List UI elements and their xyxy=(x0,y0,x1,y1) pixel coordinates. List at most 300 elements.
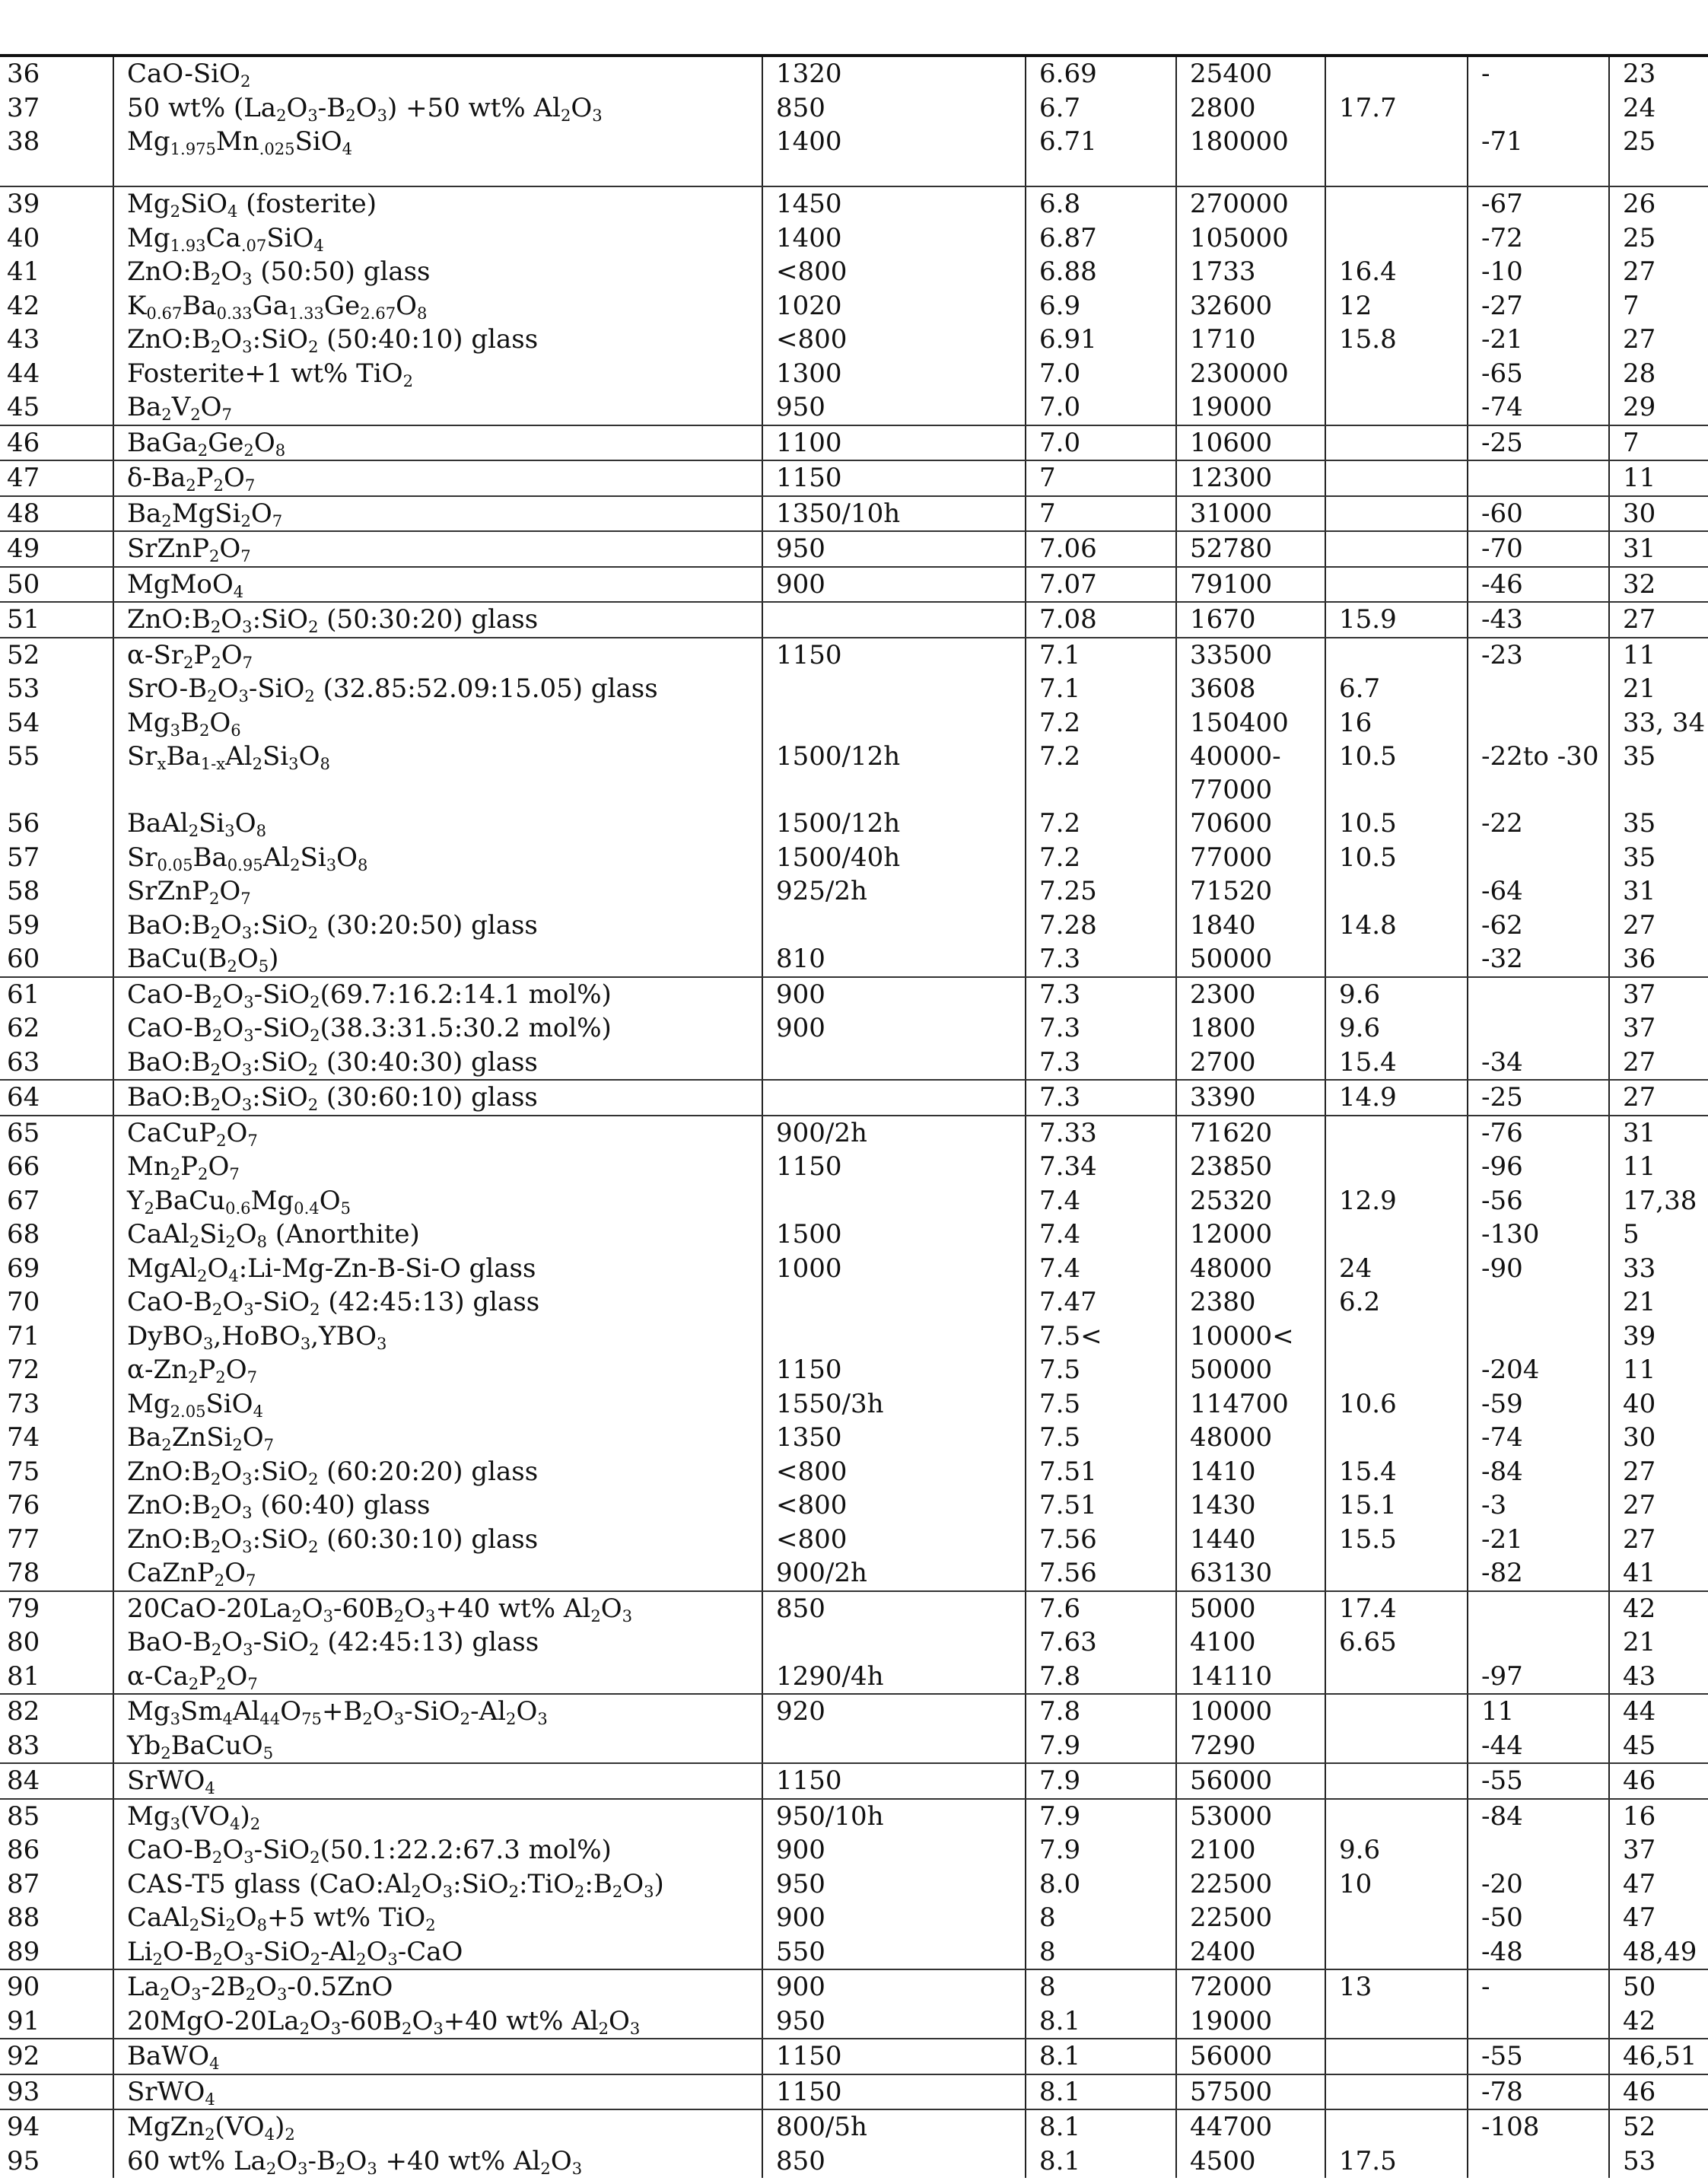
cell-permittivity: 7.0 xyxy=(1026,425,1176,461)
cell-quality-factor: 2400 xyxy=(1176,1935,1325,1970)
cell-number: 86 xyxy=(0,1833,113,1867)
cell-permittivity: 7.63 xyxy=(1026,1625,1176,1660)
cell-reference: 53 xyxy=(1609,2144,1708,2179)
cell-material: $\delta-Ba_2P_2O_7$ xyxy=(113,460,762,496)
cell-reference: 42 xyxy=(1609,2004,1708,2039)
cell-thermal-expansion: 10.5 xyxy=(1325,841,1468,875)
cell-temperature-coefficient xyxy=(1468,91,1609,126)
cell-thermal-expansion xyxy=(1325,221,1468,256)
cell-number: 59 xyxy=(0,909,113,943)
cell-number: 43 xyxy=(0,323,113,357)
cell-thermal-expansion: 6.2 xyxy=(1325,1285,1468,1320)
cell-sintering-temperature: 1320 xyxy=(762,56,1026,91)
cell-quality-factor: 25400 xyxy=(1176,56,1325,91)
cell-permittivity: 6.71 xyxy=(1026,125,1176,186)
cell-permittivity: 7.0 xyxy=(1026,357,1176,391)
cell-material: $Mg_2SiO_4$ (fosterite) xyxy=(113,186,762,221)
table-row xyxy=(0,1387,1708,1422)
table-row xyxy=(0,425,1708,461)
cell-reference: 35 xyxy=(1609,807,1708,841)
cell-temperature-coefficient xyxy=(1468,1591,1609,1626)
cell-thermal-expansion: 17.4 xyxy=(1325,1591,1468,1626)
cell-reference: 27 xyxy=(1609,1523,1708,1557)
cell-quality-factor: 180000 xyxy=(1176,125,1325,186)
cell-reference: 29 xyxy=(1609,390,1708,425)
cell-number: 85 xyxy=(0,1799,113,1834)
cell-sintering-temperature xyxy=(762,1080,1026,1116)
cell-temperature-coefficient: - xyxy=(1468,56,1609,91)
cell-reference: 21 xyxy=(1609,1285,1708,1320)
cell-thermal-expansion xyxy=(1325,1556,1468,1591)
cell-reference: 30 xyxy=(1609,1421,1708,1455)
cell-reference: 42 xyxy=(1609,1591,1708,1626)
cell-number: 39 xyxy=(0,186,113,221)
cell-sintering-temperature: 950 xyxy=(762,1867,1026,1902)
cell-number: 47 xyxy=(0,460,113,496)
cell-permittivity: 7.3 xyxy=(1026,977,1176,1012)
table-row xyxy=(0,1763,1708,1799)
cell-quality-factor: 4100 xyxy=(1176,1625,1325,1660)
cell-quality-factor: 14110 xyxy=(1176,1660,1325,1695)
cell-reference: 41 xyxy=(1609,1556,1708,1591)
cell-temperature-coefficient: -78 xyxy=(1468,2074,1609,2110)
cell-number: 38 xyxy=(0,125,113,186)
cell-reference: 36 xyxy=(1609,942,1708,977)
cell-sintering-temperature: <800 xyxy=(762,1488,1026,1523)
cell-number: 93 xyxy=(0,2074,113,2110)
cell-material: SrO-$B_2O_3-SiO_2$ (32.85:52.09:15.05) glass xyxy=(113,672,762,706)
cell-sintering-temperature: 950 xyxy=(762,390,1026,425)
cell-permittivity: 7.9 xyxy=(1026,1799,1176,1834)
cell-temperature-coefficient: -71 xyxy=(1468,125,1609,186)
cell-reference: 27 xyxy=(1609,909,1708,943)
cell-sintering-temperature: 1020 xyxy=(762,289,1026,323)
cell-reference: 5 xyxy=(1609,1218,1708,1252)
cell-quality-factor: 56000 xyxy=(1176,2039,1325,2074)
cell-permittivity: 7.2 xyxy=(1026,706,1176,740)
table-body xyxy=(0,56,1708,2178)
cell-number: 52 xyxy=(0,638,113,673)
cell-number: 89 xyxy=(0,1935,113,1970)
cell-quality-factor: 25320 xyxy=(1176,1184,1325,1218)
cell-temperature-coefficient: -74 xyxy=(1468,390,1609,425)
cell-permittivity: 7.6 xyxy=(1026,1591,1176,1626)
cell-quality-factor: 19000 xyxy=(1176,390,1325,425)
cell-sintering-temperature: 900 xyxy=(762,1833,1026,1867)
cell-permittivity: 7.3 xyxy=(1026,1011,1176,1046)
cell-temperature-coefficient xyxy=(1468,672,1609,706)
cell-sintering-temperature: 1150 xyxy=(762,460,1026,496)
cell-thermal-expansion: 15.4 xyxy=(1325,1455,1468,1489)
cell-reference: 28 xyxy=(1609,357,1708,391)
cell-permittivity: 6.9 xyxy=(1026,289,1176,323)
cell-number: 54 xyxy=(0,706,113,740)
cell-number: 67 xyxy=(0,1184,113,1218)
cell-temperature-coefficient: -43 xyxy=(1468,602,1609,638)
cell-reference: 46,51 xyxy=(1609,2039,1708,2074)
cell-permittivity: 7 xyxy=(1026,460,1176,496)
cell-number: 44 xyxy=(0,357,113,391)
cell-permittivity: 6.91 xyxy=(1026,323,1176,357)
cell-permittivity: 6.8 xyxy=(1026,186,1176,221)
cell-permittivity: 7.5 xyxy=(1026,1421,1176,1455)
cell-permittivity: 7.5 xyxy=(1026,1387,1176,1422)
cell-thermal-expansion xyxy=(1325,1421,1468,1455)
cell-thermal-expansion: 12.9 xyxy=(1325,1184,1468,1218)
cell-material: CAS-T5 glass $(CaO:Al_2O_3:SiO_2:TiO_2:B_2O_3)$ xyxy=(113,1867,762,1902)
cell-number: 37 xyxy=(0,91,113,126)
cell-sintering-temperature: 900 xyxy=(762,567,1026,603)
cell-quality-factor: 53000 xyxy=(1176,1799,1325,1834)
cell-number: 56 xyxy=(0,807,113,841)
table-row xyxy=(0,1591,1708,1626)
cell-reference: 37 xyxy=(1609,1833,1708,1867)
cell-quality-factor: 31000 xyxy=(1176,496,1325,532)
table-row xyxy=(0,357,1708,391)
cell-number: 46 xyxy=(0,425,113,461)
cell-sintering-temperature: 1350/10h xyxy=(762,496,1026,532)
cell-reference: 44 xyxy=(1609,1694,1708,1729)
cell-number: 82 xyxy=(0,1694,113,1729)
cell-temperature-coefficient: -25 xyxy=(1468,425,1609,461)
cell-permittivity: 7.3 xyxy=(1026,1046,1176,1081)
cell-reference: 21 xyxy=(1609,1625,1708,1660)
cell-thermal-expansion xyxy=(1325,1799,1468,1834)
cell-sintering-temperature xyxy=(762,1729,1026,1764)
cell-temperature-coefficient: -70 xyxy=(1468,531,1609,567)
table-row xyxy=(0,2109,1708,2144)
cell-permittivity: 7.06 xyxy=(1026,531,1176,567)
cell-material: $Ba_2ZnSi_2O_7$ xyxy=(113,1421,762,1455)
cell-temperature-coefficient xyxy=(1468,2004,1609,2039)
cell-material: $Mg_3B_2O_6$ xyxy=(113,706,762,740)
cell-thermal-expansion: 15.9 xyxy=(1325,602,1468,638)
table-row xyxy=(0,1011,1708,1046)
cell-sintering-temperature: 850 xyxy=(762,2144,1026,2179)
cell-reference: 7 xyxy=(1609,289,1708,323)
cell-sintering-temperature: 900/2h xyxy=(762,1116,1026,1151)
cell-material: $ZnO:B_2O_3:SiO_2$ (50:40:10) glass xyxy=(113,323,762,357)
cell-quality-factor: 50000 xyxy=(1176,942,1325,977)
cell-material: $BaCu(B_2O_5)$ xyxy=(113,942,762,977)
cell-temperature-coefficient: -130 xyxy=(1468,1218,1609,1252)
cell-number: 36 xyxy=(0,56,113,91)
cell-material: $\alpha-Sr_2P_2O_7$ xyxy=(113,638,762,673)
cell-reference: 11 xyxy=(1609,638,1708,673)
cell-temperature-coefficient: -65 xyxy=(1468,357,1609,391)
cell-material: $Sr_{0.05}Ba_{0.95}Al_2Si_3O_8$ xyxy=(113,841,762,875)
cell-sintering-temperature: 1150 xyxy=(762,2039,1026,2074)
cell-number: 73 xyxy=(0,1387,113,1422)
cell-material: $CaAl_2Si_2O_8+5$ wt% TiO$_2$ xyxy=(113,1901,762,1935)
cell-reference: 23 xyxy=(1609,56,1708,91)
cell-permittivity: 7.2 xyxy=(1026,740,1176,807)
cell-quality-factor: 1710 xyxy=(1176,323,1325,357)
cell-temperature-coefficient: -50 xyxy=(1468,1901,1609,1935)
table-row xyxy=(0,2144,1708,2179)
cell-reference: 37 xyxy=(1609,1011,1708,1046)
cell-material: $BaAl_2Si_3O_8$ xyxy=(113,807,762,841)
cell-thermal-expansion xyxy=(1325,1694,1468,1729)
cell-material: $MgAl_2O_4:Li-Mg-Zn-B-Si-O$ glass xyxy=(113,1252,762,1286)
cell-sintering-temperature: 920 xyxy=(762,1694,1026,1729)
cell-reference: 25 xyxy=(1609,125,1708,186)
cell-material: $Mg_3Sm_4Al_{44}O_{75}+B_2O_3-SiO_2-Al_2O_3$ xyxy=(113,1694,762,1729)
table-row xyxy=(0,91,1708,126)
cell-sintering-temperature: 1150 xyxy=(762,2074,1026,2110)
cell-sintering-temperature: 900 xyxy=(762,1969,1026,2004)
table-row xyxy=(0,186,1708,221)
table-row xyxy=(0,1799,1708,1834)
cell-number: 71 xyxy=(0,1320,113,1354)
cell-permittivity: 7.08 xyxy=(1026,602,1176,638)
cell-number: 49 xyxy=(0,531,113,567)
cell-thermal-expansion xyxy=(1325,1729,1468,1764)
cell-material: $ZnO:B_2O_3$ (50:50) glass xyxy=(113,255,762,289)
table-row xyxy=(0,460,1708,496)
cell-temperature-coefficient: -48 xyxy=(1468,1935,1609,1970)
cell-quality-factor: 230000 xyxy=(1176,357,1325,391)
cell-material: $CaZnP_2O_7$ xyxy=(113,1556,762,1591)
cell-reference: 35 xyxy=(1609,841,1708,875)
cell-quality-factor: 3608 xyxy=(1176,672,1325,706)
table-row xyxy=(0,125,1708,186)
cell-thermal-expansion xyxy=(1325,2074,1468,2110)
table-row xyxy=(0,1046,1708,1081)
cell-number: 72 xyxy=(0,1353,113,1387)
cell-permittivity: 7.1 xyxy=(1026,638,1176,673)
cell-quality-factor: 3390 xyxy=(1176,1080,1325,1116)
cell-permittivity: 7.9 xyxy=(1026,1833,1176,1867)
cell-thermal-expansion: 15.8 xyxy=(1325,323,1468,357)
cell-quality-factor: 150400 xyxy=(1176,706,1325,740)
cell-number: 65 xyxy=(0,1116,113,1151)
cell-thermal-expansion: 15.4 xyxy=(1325,1046,1468,1081)
table-row xyxy=(0,1556,1708,1591)
cell-material: $Mg_{1.975}Mn_{.025}SiO_4$ xyxy=(113,125,762,186)
cell-thermal-expansion: 16.4 xyxy=(1325,255,1468,289)
cell-quality-factor: 1410 xyxy=(1176,1455,1325,1489)
cell-thermal-expansion xyxy=(1325,186,1468,221)
cell-material: MgMoO$_4$ xyxy=(113,567,762,603)
cell-thermal-expansion xyxy=(1325,567,1468,603)
cell-sintering-temperature: 1400 xyxy=(762,125,1026,186)
cell-thermal-expansion: 14.8 xyxy=(1325,909,1468,943)
cell-material: $Mn_2P_2O_7$ xyxy=(113,1150,762,1184)
cell-thermal-expansion xyxy=(1325,390,1468,425)
cell-reference: 7 xyxy=(1609,425,1708,461)
cell-number: 55 xyxy=(0,740,113,807)
cell-number: 50 xyxy=(0,567,113,603)
cell-sintering-temperature: 1350 xyxy=(762,1421,1026,1455)
cell-reference: 27 xyxy=(1609,1488,1708,1523)
cell-number: 84 xyxy=(0,1763,113,1799)
cell-reference: 11 xyxy=(1609,1150,1708,1184)
cell-thermal-expansion xyxy=(1325,1935,1468,1970)
cell-thermal-expansion: 10.6 xyxy=(1325,1387,1468,1422)
cell-number: 42 xyxy=(0,289,113,323)
cell-temperature-coefficient: -55 xyxy=(1468,2039,1609,2074)
cell-permittivity: 7.34 xyxy=(1026,1150,1176,1184)
cell-sintering-temperature xyxy=(762,1184,1026,1218)
cell-material: $BaO:B_2O_3:SiO_2$ (30:20:50) glass xyxy=(113,909,762,943)
cell-quality-factor: 2800 xyxy=(1176,91,1325,126)
cell-number: 51 xyxy=(0,602,113,638)
cell-quality-factor: 2700 xyxy=(1176,1046,1325,1081)
table-row xyxy=(0,1455,1708,1489)
cell-thermal-expansion: 17.5 xyxy=(1325,2144,1468,2179)
cell-material: $CaAl_2Si_2O_8$ (Anorthite) xyxy=(113,1218,762,1252)
cell-material: $Ba_2MgSi_2O_7$ xyxy=(113,496,762,532)
table-row xyxy=(0,255,1708,289)
cell-thermal-expansion xyxy=(1325,460,1468,496)
cell-reference: 45 xyxy=(1609,1729,1708,1764)
cell-reference: 27 xyxy=(1609,1455,1708,1489)
table-row xyxy=(0,874,1708,909)
table-row xyxy=(0,1729,1708,1764)
cell-reference: 47 xyxy=(1609,1867,1708,1902)
cell-permittivity: 7.28 xyxy=(1026,909,1176,943)
cell-permittivity: 8.0 xyxy=(1026,1867,1176,1902)
cell-temperature-coefficient xyxy=(1468,460,1609,496)
cell-quality-factor: 40000-77000 xyxy=(1176,740,1325,807)
cell-sintering-temperature xyxy=(762,1046,1026,1081)
cell-reference: 21 xyxy=(1609,672,1708,706)
cell-sintering-temperature: 950 xyxy=(762,2004,1026,2039)
cell-temperature-coefficient: -108 xyxy=(1468,2109,1609,2144)
table-row xyxy=(0,807,1708,841)
table-row xyxy=(0,1116,1708,1151)
cell-thermal-expansion: 10.5 xyxy=(1325,740,1468,807)
cell-thermal-expansion: 6.65 xyxy=(1325,1625,1468,1660)
cell-permittivity: 8.1 xyxy=(1026,2004,1176,2039)
cell-sintering-temperature: 1500/40h xyxy=(762,841,1026,875)
cell-permittivity: 7.3 xyxy=(1026,1080,1176,1116)
cell-temperature-coefficient: -22to -30 xyxy=(1468,740,1609,807)
cell-quality-factor: 71620 xyxy=(1176,1116,1325,1151)
cell-permittivity: 7.8 xyxy=(1026,1660,1176,1695)
cell-material: Fosterite+1 wt% TiO$_2$ xyxy=(113,357,762,391)
table-row xyxy=(0,567,1708,603)
cell-number: 41 xyxy=(0,255,113,289)
cell-permittivity: 7.2 xyxy=(1026,807,1176,841)
cell-permittivity: 7.25 xyxy=(1026,874,1176,909)
table-row xyxy=(0,706,1708,740)
cell-permittivity: 7.4 xyxy=(1026,1184,1176,1218)
cell-thermal-expansion xyxy=(1325,56,1468,91)
cell-permittivity: 7.56 xyxy=(1026,1523,1176,1557)
cell-permittivity: 8.1 xyxy=(1026,2109,1176,2144)
cell-reference: 11 xyxy=(1609,460,1708,496)
cell-sintering-temperature: 900 xyxy=(762,977,1026,1012)
cell-quality-factor: 79100 xyxy=(1176,567,1325,603)
cell-temperature-coefficient: -62 xyxy=(1468,909,1609,943)
cell-thermal-expansion: 13 xyxy=(1325,1969,1468,2004)
cell-number: 80 xyxy=(0,1625,113,1660)
cell-sintering-temperature: 900 xyxy=(762,1901,1026,1935)
cell-temperature-coefficient: -90 xyxy=(1468,1252,1609,1286)
cell-permittivity: 8 xyxy=(1026,1969,1176,2004)
cell-sintering-temperature xyxy=(762,602,1026,638)
cell-permittivity: 8.1 xyxy=(1026,2039,1176,2074)
cell-number: 68 xyxy=(0,1218,113,1252)
cell-quality-factor: 1670 xyxy=(1176,602,1325,638)
cell-sintering-temperature: 1400 xyxy=(762,221,1026,256)
cell-material: $BaO:B_2O_3:SiO_2$ (30:40:30) glass xyxy=(113,1046,762,1081)
cell-sintering-temperature: 1500 xyxy=(762,1218,1026,1252)
cell-thermal-expansion xyxy=(1325,874,1468,909)
materials-table xyxy=(0,54,1708,2178)
cell-temperature-coefficient: - xyxy=(1468,1969,1609,2004)
cell-number: 61 xyxy=(0,977,113,1012)
cell-material: 60 wt% $La_2O_3-B_2O_3 +40$ wt% $Al_2O_3$ xyxy=(113,2144,762,2179)
cell-material: 50 wt% $(La_2O_3-B_2O_3) +50$ wt% $Al_2O_3$ xyxy=(113,91,762,126)
cell-quality-factor: 1440 xyxy=(1176,1523,1325,1557)
cell-quality-factor: 71520 xyxy=(1176,874,1325,909)
cell-number: 58 xyxy=(0,874,113,909)
cell-number: 75 xyxy=(0,1455,113,1489)
cell-sintering-temperature: 1150 xyxy=(762,638,1026,673)
table-row xyxy=(0,1080,1708,1116)
cell-reference: 35 xyxy=(1609,740,1708,807)
cell-sintering-temperature: 850 xyxy=(762,91,1026,126)
cell-temperature-coefficient: 11 xyxy=(1468,1694,1609,1729)
cell-reference: 11 xyxy=(1609,1353,1708,1387)
table-row xyxy=(0,289,1708,323)
cell-sintering-temperature xyxy=(762,909,1026,943)
cell-sintering-temperature: 1290/4h xyxy=(762,1660,1026,1695)
cell-number: 90 xyxy=(0,1969,113,2004)
cell-thermal-expansion xyxy=(1325,1150,1468,1184)
cell-material: $ZnO:B_2O_3:SiO_2$ (60:20:20) glass xyxy=(113,1455,762,1489)
cell-permittivity: 7.5 xyxy=(1026,1353,1176,1387)
cell-material: $DyBO_3,HoBO_3,YBO_3$ xyxy=(113,1320,762,1354)
cell-sintering-temperature: 550 xyxy=(762,1935,1026,1970)
cell-temperature-coefficient: -25 xyxy=(1468,1080,1609,1116)
cell-number: 74 xyxy=(0,1421,113,1455)
cell-sintering-temperature: 800/5h xyxy=(762,2109,1026,2144)
cell-temperature-coefficient: -97 xyxy=(1468,1660,1609,1695)
cell-number: 60 xyxy=(0,942,113,977)
cell-thermal-expansion: 9.6 xyxy=(1325,977,1468,1012)
table-row xyxy=(0,1184,1708,1218)
cell-quality-factor: 12000 xyxy=(1176,1218,1325,1252)
cell-number: 66 xyxy=(0,1150,113,1184)
cell-number: 77 xyxy=(0,1523,113,1557)
table-row xyxy=(0,909,1708,943)
cell-temperature-coefficient: -82 xyxy=(1468,1556,1609,1591)
cell-number: 92 xyxy=(0,2039,113,2074)
cell-material: CaO-$B_2O_3-SiO_2(38.3:31.5:30.2$ mol%) xyxy=(113,1011,762,1046)
table-row xyxy=(0,2074,1708,2110)
cell-permittivity: 7.4 xyxy=(1026,1218,1176,1252)
cell-sintering-temperature xyxy=(762,1285,1026,1320)
cell-reference: 39 xyxy=(1609,1320,1708,1354)
cell-sintering-temperature xyxy=(762,706,1026,740)
cell-quality-factor: 44700 xyxy=(1176,2109,1325,2144)
cell-quality-factor: 105000 xyxy=(1176,221,1325,256)
cell-quality-factor: 56000 xyxy=(1176,1763,1325,1799)
table-row xyxy=(0,531,1708,567)
table-row xyxy=(0,1969,1708,2004)
cell-thermal-expansion xyxy=(1325,1660,1468,1695)
cell-reference: 24 xyxy=(1609,91,1708,126)
cell-sintering-temperature xyxy=(762,1320,1026,1354)
cell-material: $Mg_{2.05}SiO_4$ xyxy=(113,1387,762,1422)
cell-reference: 25 xyxy=(1609,221,1708,256)
cell-material: $K_{0.67}Ba_{0.33}Ga_{1.33}Ge_{2.67}O_8$ xyxy=(113,289,762,323)
cell-quality-factor: 22500 xyxy=(1176,1867,1325,1902)
